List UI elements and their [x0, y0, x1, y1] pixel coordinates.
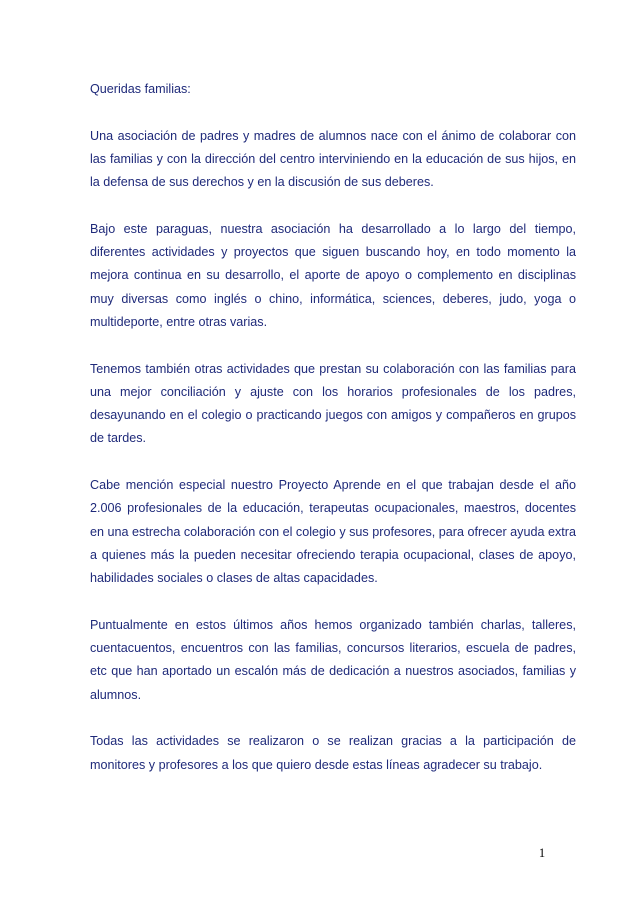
paragraph-conciliation: Tenemos también otras actividades que prestan su colaboración con las familias para una mejor conciliación y ajuste con los horarios profesionales de los padres, desayunando en el colegio o practicando juegos con amigos y compañeros en grupos de tardes.: [90, 361, 576, 446]
paragraph-activities: Bajo este paraguas, nuestra asociación ha desarrollado a lo largo del tiempo, diferentes actividades y proyectos que siguen buscando hoy, en todo momento la mejora continua en su desarrollo, el aporte de apoyo o complemento en disciplinas muy diversas como inglés o chino, informática, sciences, deberes, judo, yoga o multideporte, entre otras varias.: [90, 221, 576, 329]
paragraph-proyecto-aprende: Cabe mención especial nuestro Proyecto Aprende en el que trabajan desde el año 2.006 profesionales de la educación, terapeutas ocupacionales, maestros, docentes en una estrecha colaboración con el colegio y sus profesores, para ofrecer ayuda extra a quienes más la pueden necesitar ofreciendo terapia ocupacional, clases de apoyo, habilidades sociales o clases de altas capacidades.: [90, 478, 576, 586]
paragraph-events: Puntualmente en estos últimos años hemos organizado también charlas, talleres, cuentacuentos, encuentros con las familias, concursos literarios, escuela de padres, etc que han aportado un escalón más de dedicación a nuestros asociados, familias y alumnos.: [90, 617, 576, 702]
paragraph-intro: Una asociación de padres y madres de alumnos nace con el ánimo de colaborar con las familias y con la dirección del centro interviniendo en la educación de sus hijos, en la defensa de sus derechos y en la discusión de sus deberes.: [90, 128, 576, 190]
salutation: Queridas familias:: [90, 82, 191, 96]
page-number: 1: [538, 846, 546, 860]
paragraph-thanks: Todas las actividades se realizaron o se realizan gracias a la participación de monitores y profesores a los que quiero desde estas líneas agradecer su trabajo.: [90, 734, 576, 772]
letter-body: [90, 78, 576, 777]
